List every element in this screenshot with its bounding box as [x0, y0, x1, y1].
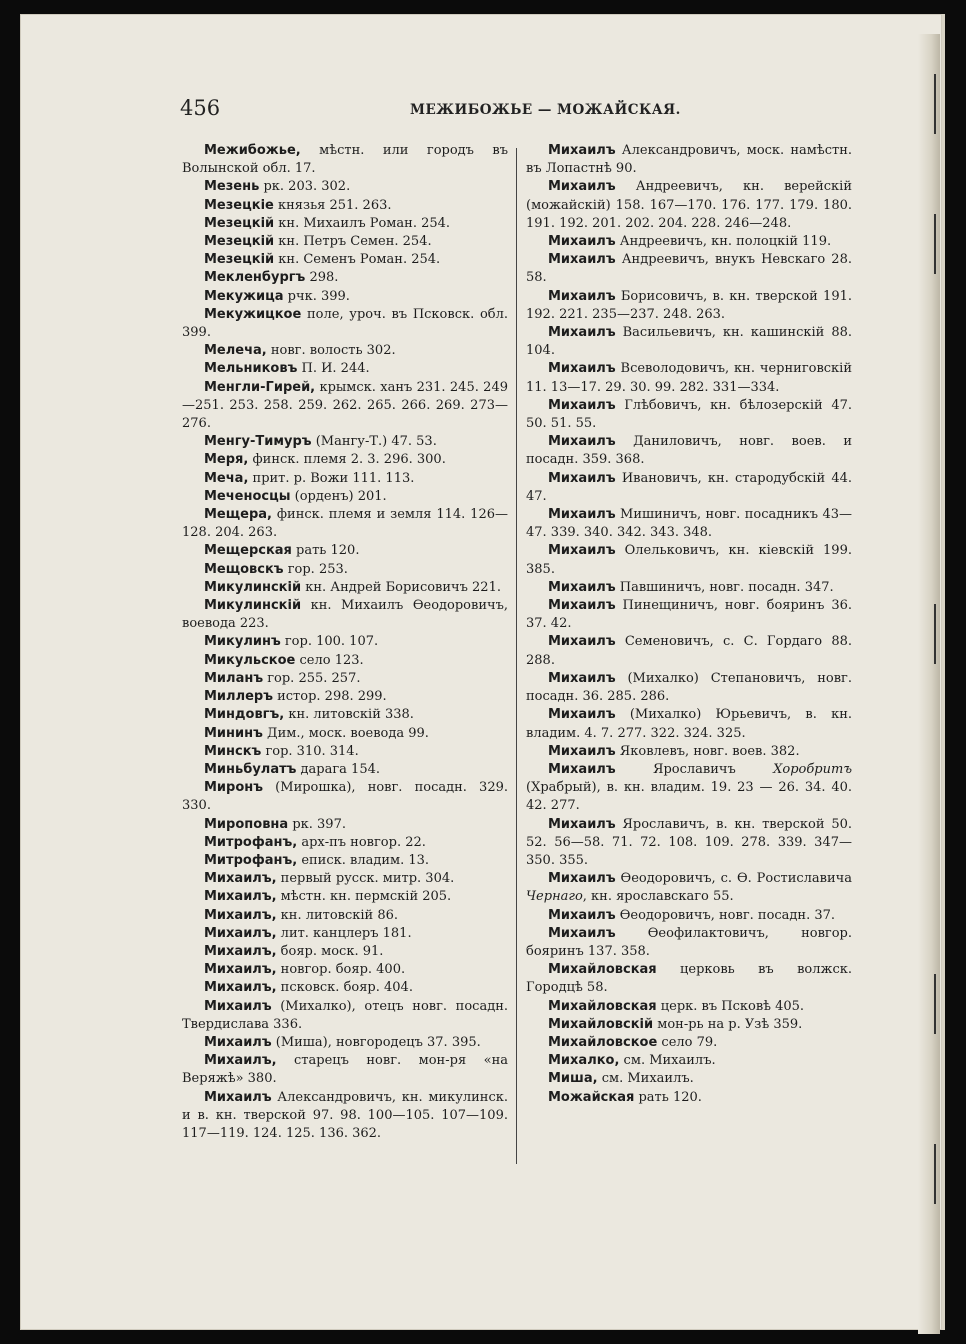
entry-text: рчк. 399. — [283, 288, 350, 304]
entry-text: кн. Андрей Борисовичъ 221. — [301, 579, 501, 595]
entry-headword: Менгли-Гирей, — [204, 379, 316, 395]
page-number: 456 — [180, 96, 221, 120]
entry-headword: Миньбулатъ — [204, 761, 297, 777]
index-entry — [526, 907, 852, 925]
entry-text: П. И. 244. — [297, 361, 370, 377]
entry-headword: Мезецкій — [204, 234, 275, 250]
entry-text: финск. племя 2. 3. 296. 300. — [248, 452, 446, 468]
entry-headword: Минскъ — [204, 743, 262, 759]
entry-text: см. Михаилъ. — [619, 1053, 716, 1069]
index-column-left — [182, 142, 508, 1143]
entry-headword: Михаилъ, — [204, 889, 277, 905]
running-title: МЕЖИБОЖЬЕ — МОЖАЙСКАЯ. — [410, 102, 681, 118]
entry-text: Ивановичъ, кн. стародубскій 44. 47. — [526, 470, 852, 504]
index-entry — [182, 852, 508, 870]
index-entry — [182, 597, 508, 633]
entry-headword: Михайловская — [548, 962, 657, 978]
index-entry — [182, 670, 508, 688]
entry-headword: Михаилъ, — [204, 980, 277, 996]
entry-text: гор. 253. — [283, 561, 348, 577]
entry-text: Васильевичъ, кн. кашинскій 88. 104. — [526, 325, 852, 359]
entry-headword: Мещовскъ — [204, 561, 284, 577]
entry-headword: Меря, — [204, 452, 249, 468]
entry-headword: Михаилъ — [548, 470, 616, 486]
entry-headword: Мещерская — [204, 543, 292, 559]
binding-stitch — [926, 1144, 936, 1204]
entry-text: прит. р. Вожи 111. 113. — [248, 470, 415, 486]
entry-text: Александровичъ, моск. намѣстн. въ Лопастнѣ 90. — [526, 143, 852, 177]
entry-text: дарага 154. — [296, 761, 381, 777]
index-entry — [526, 961, 852, 997]
entry-text: князья 251. 263. — [273, 197, 392, 213]
entry-italic: Хоробритъ — [773, 761, 852, 777]
entry-headword: Михаилъ, — [204, 962, 277, 978]
index-entry — [182, 433, 508, 451]
entry-headword: Мининъ — [204, 725, 263, 741]
entry-text: кн. литовскій 86. — [276, 907, 399, 923]
index-entry — [526, 761, 852, 816]
index-entry — [182, 1089, 508, 1144]
index-entry — [526, 1016, 852, 1034]
entry-text: (Храбрый), в. кн. владим. 19. 23 — 26. 34. 40. 42. 277. — [526, 780, 852, 814]
entry-headword: Митрофанъ, — [204, 834, 298, 850]
index-entry — [526, 870, 852, 906]
entry-text: Даниловичъ, новг. воев. и посадн. 359. 368. — [526, 434, 852, 468]
entry-text: Ѳеодоровичъ, новг. посадн. 37. — [615, 907, 836, 923]
index-entry — [182, 779, 508, 815]
index-entry — [182, 197, 508, 215]
entry-text: гор. 255. 257. — [263, 670, 361, 686]
entry-text: Ярославичъ — [615, 761, 774, 777]
index-entry — [182, 488, 508, 506]
entry-text: лит. канцлеръ 181. — [276, 925, 412, 941]
entry-headword: Мелеча, — [204, 343, 267, 359]
index-entry — [526, 925, 852, 961]
index-entry — [526, 178, 852, 233]
index-entry — [182, 1052, 508, 1088]
entry-headword: Михаилъ — [548, 361, 616, 377]
entry-headword: Миллеръ — [204, 689, 273, 705]
entry-text: кн. Семенъ Роман. 254. — [274, 252, 441, 268]
entry-text: Андреевичъ, внукъ Невскаго 28. 58. — [526, 252, 852, 286]
entry-headword: Михаилъ — [548, 507, 616, 523]
entry-headword: Мезецкій — [204, 215, 275, 231]
entry-text: Семеновичъ, с. С. Гордаго 88. 288. — [526, 634, 852, 668]
entry-headword: Михалко, — [548, 1053, 620, 1069]
entry-headword: Михаилъ — [548, 325, 616, 341]
entry-text: мон-рь на р. Узѣ 359. — [653, 1016, 803, 1032]
entry-text: Александровичъ, кн. микулинск. и в. кн. тверской 97. 98. 100—105. 107—109. 117—119. 124. 125. 136. 362. — [182, 1089, 508, 1141]
entry-text: Яковлевъ, новг. воев. 382. — [615, 743, 800, 759]
entry-headword: Михайловское — [548, 1034, 658, 1050]
entry-headword: Менгу-Тимуръ — [204, 434, 312, 450]
entry-headword: Мезецкій — [204, 252, 275, 268]
entry-headword: Михаилъ — [204, 998, 272, 1014]
entry-text: (Мирошка), новг. посадн. 329. 330. — [182, 780, 508, 814]
index-entry — [526, 470, 852, 506]
entry-headword: Михаилъ — [548, 397, 616, 413]
entry-text: мѣстн. или городъ въ Волынской обл. 17. — [182, 143, 508, 177]
entry-headword: Михаилъ — [548, 907, 616, 923]
index-entry — [526, 288, 852, 324]
entry-text: Ѳеофилактовичъ, новгор. бояринъ 137. 358. — [526, 925, 852, 959]
entry-headword: Михаилъ — [548, 434, 616, 450]
index-entry — [526, 706, 852, 742]
column-divider — [516, 148, 517, 1164]
index-entry — [182, 961, 508, 979]
entry-text: еписк. владим. 13. — [297, 852, 430, 868]
binding-stitch — [926, 604, 936, 664]
entry-text: новгор. бояр. 400. — [276, 962, 406, 978]
index-entry — [526, 1034, 852, 1052]
entry-headword: Михаилъ — [548, 143, 616, 158]
index-entry — [182, 579, 508, 597]
entry-headword: Мироповна — [204, 816, 289, 832]
index-entry — [182, 706, 508, 724]
index-entry — [182, 870, 508, 888]
entry-headword: Михаилъ — [548, 925, 616, 941]
index-entry — [182, 251, 508, 269]
binding-stitch — [926, 74, 936, 134]
entry-text: церк. въ Псковѣ 405. — [656, 998, 805, 1014]
entry-headword: Мезень — [204, 179, 260, 195]
entry-text: кн. Михаилъ Ѳеодоровичъ, воевода 223. — [182, 598, 508, 632]
index-entry — [182, 633, 508, 651]
index-entry — [182, 1034, 508, 1052]
index-entry — [182, 561, 508, 579]
entry-headword: Мекужицкое — [204, 306, 302, 322]
entry-headword: Михаилъ — [548, 179, 616, 195]
index-entry — [526, 1089, 852, 1107]
entry-text: (Мангу-Т.) 47. 53. — [311, 434, 437, 450]
entry-headword: Михаилъ — [548, 670, 616, 686]
entry-headword: Микулинскій — [204, 579, 302, 595]
entry-text: гор. 100. 107. — [280, 634, 379, 650]
index-entry — [526, 670, 852, 706]
index-entry — [526, 579, 852, 597]
index-entry — [182, 470, 508, 488]
entry-headword: Михаилъ — [548, 598, 616, 614]
entry-text: см. Михаилъ. — [597, 1071, 694, 1087]
entry-headword: Михаилъ — [548, 579, 616, 595]
index-entry — [182, 652, 508, 670]
index-entry — [182, 979, 508, 997]
entry-headword: Михаилъ — [548, 871, 616, 887]
entry-text: (орденъ) 201. — [290, 488, 387, 504]
entry-text: мѣстн. кн. пермскій 205. — [276, 889, 452, 905]
entry-text: крымск. ханъ 231. 245. 249—251. 253. 258. 259. 262. 265. 266. 269. 273—276. — [182, 379, 508, 432]
entry-text: Всеволодовичъ, кн. черниговскій 11. 13—17. 29. 30. 99. 282. 331—334. — [526, 361, 852, 395]
index-entry — [182, 688, 508, 706]
index-entry — [182, 360, 508, 378]
index-entry — [526, 816, 852, 871]
entry-headword: Мезецкіе — [204, 197, 274, 213]
entry-headword: Михаилъ — [204, 1034, 272, 1050]
entry-text: Пинещиничъ, новг. бояринъ 36. 37. 42. — [526, 598, 852, 632]
entry-text: финск. племя и земля 114. 126—128. 204. 263. — [182, 507, 508, 541]
index-column-right — [526, 142, 852, 1107]
index-entry — [182, 888, 508, 906]
index-entry — [182, 342, 508, 360]
entry-text: село 123. — [295, 652, 364, 668]
index-entry — [182, 743, 508, 761]
entry-headword: Микульское — [204, 652, 296, 668]
index-entry — [182, 725, 508, 743]
index-entry — [182, 215, 508, 233]
index-entry — [526, 597, 852, 633]
entry-text: гор. 310. 314. — [261, 743, 359, 759]
entry-text: поле, уроч. въ Псковск. обл. 399. — [182, 306, 508, 341]
entry-text: истор. 298. 299. — [272, 689, 387, 705]
entry-headword: Меча, — [204, 470, 249, 486]
entry-headword: Михаилъ, — [204, 943, 277, 959]
entry-headword: Митрофанъ, — [204, 852, 298, 868]
binding-stitch — [926, 974, 936, 1034]
index-entry — [182, 178, 508, 196]
entry-headword: Можайская — [548, 1089, 635, 1105]
entry-text: Андреевичъ, кн. полоцкій 119. — [615, 234, 832, 250]
entry-headword: Миндовгъ, — [204, 707, 285, 723]
index-entry — [182, 761, 508, 779]
entry-headword: Михаилъ — [548, 707, 616, 723]
entry-headword: Михаилъ, — [204, 871, 277, 887]
entry-text: Ѳеодоровичъ, с. Ѳ. Ростиславича — [615, 871, 852, 887]
entry-text: (Миша), новгородецъ 37. 395. — [271, 1034, 481, 1050]
entry-text: село 79. — [657, 1034, 718, 1050]
entry-headword: Миронъ — [204, 780, 264, 796]
entry-headword: Мекленбургъ — [204, 270, 306, 286]
entry-text: церковь въ волжск. Городцѣ 58. — [526, 962, 852, 996]
entry-text: новг. волость 302. — [266, 343, 396, 359]
entry-headword: Михаилъ, — [204, 1053, 277, 1069]
entry-text: Глѣбовичъ, кн. бѣлозерскій 47. 50. 51. 55. — [526, 397, 852, 432]
entry-text: рать 120. — [291, 543, 360, 559]
entry-headword: Михаилъ, — [204, 925, 277, 941]
entry-headword: Михаилъ, — [204, 907, 277, 923]
index-entry — [182, 506, 508, 542]
index-entry — [526, 542, 852, 578]
index-entry — [182, 233, 508, 251]
index-entry — [182, 943, 508, 961]
entry-text: , кн. ярославскаго 55. — [582, 889, 734, 905]
entry-headword: Михаилъ — [548, 816, 616, 832]
entry-headword: Меченосцы — [204, 488, 291, 504]
entry-text: Мишиничъ, новг. посадникъ 43—47. 339. 340. 342. 343. 348. — [526, 507, 852, 541]
index-entry — [526, 743, 852, 761]
entry-headword: Михаилъ — [548, 234, 616, 250]
entry-text: псковск. бояр. 404. — [276, 980, 413, 996]
index-entry — [182, 288, 508, 306]
index-entry — [526, 233, 852, 251]
entry-italic: Чернаго — [526, 889, 583, 905]
index-entry — [526, 433, 852, 469]
entry-text: кн. литовскій 338. — [284, 707, 414, 723]
binding-stitch — [926, 214, 936, 274]
index-entry — [182, 379, 508, 434]
entry-headword: Михаилъ — [548, 252, 616, 268]
index-entry — [526, 142, 852, 178]
index-entry — [182, 834, 508, 852]
entry-headword: Михаилъ — [548, 288, 616, 304]
entry-headword: Михайловскій — [548, 1016, 654, 1032]
entry-text: Павшиничъ, новг. посадн. 347. — [615, 579, 834, 595]
entry-text: первый русск. митр. 304. — [276, 871, 455, 887]
entry-headword: Микулинскій — [204, 598, 302, 614]
entry-text: рк. 203. 302. — [259, 179, 351, 195]
entry-text: рать 120. — [634, 1089, 702, 1105]
index-entry — [526, 506, 852, 542]
entry-text: 298. — [305, 270, 339, 286]
entry-text: Олельковичъ, кн. кіевскій 199. 385. — [526, 543, 852, 577]
index-entry — [182, 907, 508, 925]
index-entry — [182, 998, 508, 1034]
entry-text: рк. 397. — [288, 816, 346, 832]
index-entry — [526, 324, 852, 360]
entry-headword: Михаилъ — [548, 543, 616, 559]
entry-text: Дим., моск. воевода 99. — [262, 725, 429, 741]
index-entry — [526, 998, 852, 1016]
index-entry — [526, 397, 852, 433]
entry-headword: Миланъ — [204, 670, 264, 686]
index-entry — [526, 633, 852, 669]
index-entry — [182, 816, 508, 834]
entry-headword: Михаилъ — [548, 761, 616, 777]
entry-text: старецъ новг. мон-ря «на Веряжѣ» 380. — [182, 1053, 508, 1087]
entry-headword: Михаилъ — [548, 743, 616, 759]
entry-text: Андреевичъ, кн. верейскій (можайскій) 158. 167—170. 176. 177. 179. 180. 191. 192. 201. 202. 204. 228. 246—248. — [526, 179, 852, 231]
index-entry — [526, 360, 852, 396]
entry-text: бояр. моск. 91. — [276, 943, 384, 959]
index-entry — [182, 451, 508, 469]
entry-headword: Микулинъ — [204, 634, 281, 650]
index-entry — [182, 542, 508, 560]
index-entry — [182, 306, 508, 342]
entry-text: (Михалко) Степановичъ, новг. посадн. 36. 285. 286. — [526, 670, 852, 705]
entry-text: кн. Петръ Семен. 254. — [274, 234, 432, 250]
entry-text: кн. Михаилъ Роман. 254. — [274, 215, 451, 231]
entry-headword: Михаилъ — [548, 634, 616, 650]
index-entry — [182, 925, 508, 943]
index-entry — [182, 269, 508, 287]
entry-text: (Михалко) Юрьевичъ, в. кн. владим. 4. 7. 277. 322. 324. 325. — [526, 707, 852, 741]
index-entry — [526, 1052, 852, 1070]
entry-headword: Мекужица — [204, 288, 284, 304]
index-entry — [182, 142, 508, 178]
entry-headword: Михаилъ — [204, 1089, 272, 1105]
entry-text: Борисовичъ, в. кн. тверской 191. 192. 221. 235—237. 248. 263. — [526, 288, 852, 322]
entry-text: арх-пъ новгор. 22. — [297, 834, 426, 850]
entry-headword: Михайловская — [548, 998, 657, 1014]
entry-text: Ярославичъ, в. кн. тверской 50. 52. 56—58. 71. 72. 108. 109. 278. 339. 347—350. 355. — [526, 816, 852, 868]
index-entry — [526, 1070, 852, 1088]
index-entry — [526, 251, 852, 287]
entry-headword: Мещера, — [204, 507, 272, 523]
entry-headword: Межибожье, — [204, 143, 301, 158]
entry-headword: Мельниковъ — [204, 361, 298, 377]
entry-headword: Миша, — [548, 1071, 598, 1087]
entry-text: (Михалко), отецъ новг. посадн. Твердислава 336. — [182, 998, 508, 1032]
